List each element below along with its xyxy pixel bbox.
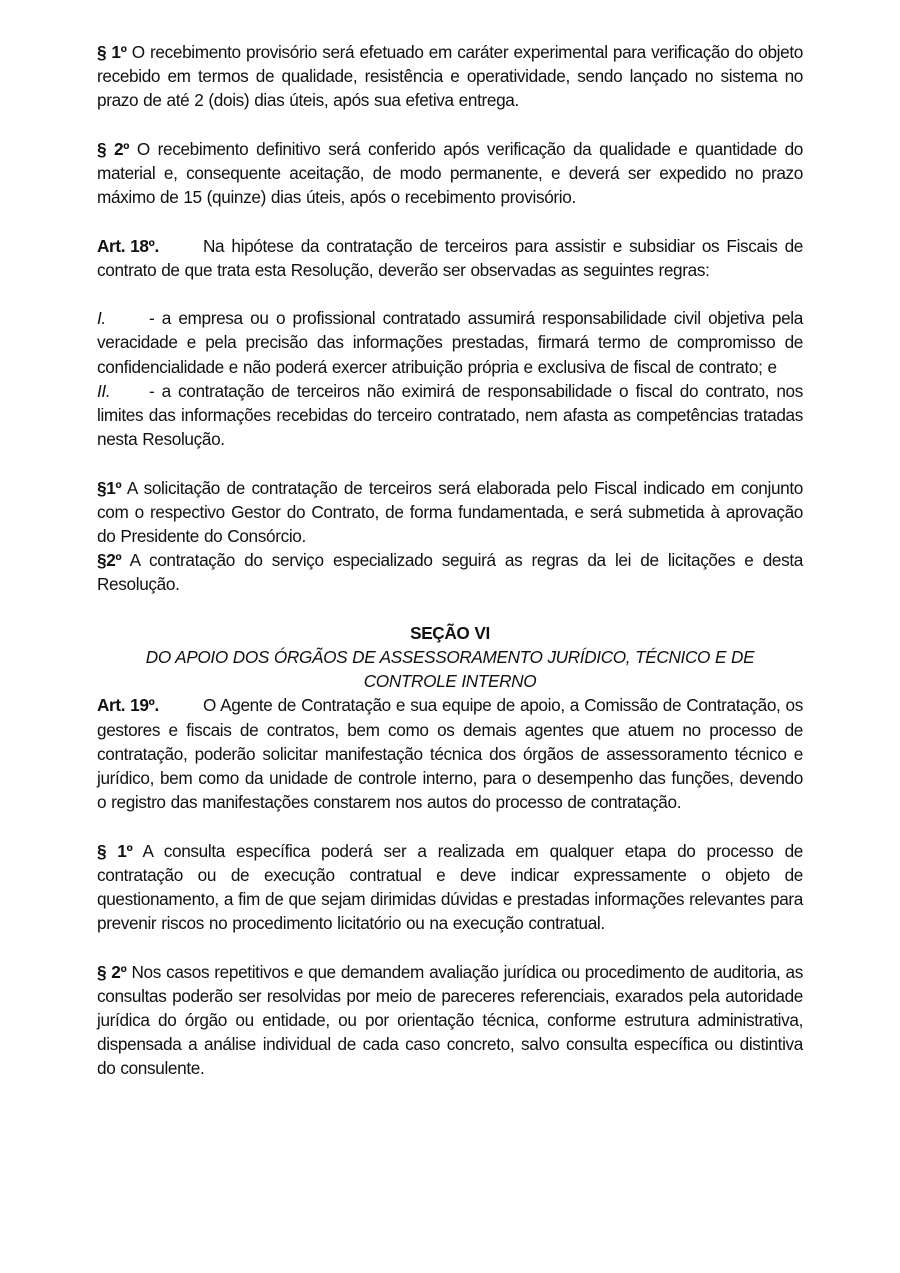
article-18-item-ii: [97, 379, 803, 452]
paragraph-label: § 1º: [97, 42, 127, 62]
spacer: [97, 451, 803, 475]
paragraph-label: §1º: [97, 477, 122, 498]
paragraph-text: O recebimento provisório será efetuado em caráter experimental para verificação do objeto recebido em termos de qualidade, resistência e operatividade, sendo lançado no sistema no prazo de até 2 (dois) dias úteis, após sua efetiva entrega.: [97, 42, 803, 111]
paragraph-text: Nos casos repetitivos e que demandem avaliação jurídica ou procedimento de auditoria, as consultas poderão ser resolvidas por meio de pareceres referenciais, exarados pela autoridade jurídica do órgão ou entidade, ou por orientação técnica, conforme estrutura administrativa, dispensada a análise individual de cada caso concreto, salvo consulta específica ou distintiva do consulente.: [97, 961, 803, 1079]
section-title: SEÇÃO VI: [410, 622, 490, 643]
spacer: [97, 282, 803, 306]
spacer: [97, 113, 803, 137]
paragraph-recebimento-definitivo: [97, 137, 803, 210]
paragraph-label: § 2º: [97, 138, 130, 159]
spacer: [97, 814, 803, 838]
article-18-paragraph-1: [97, 476, 803, 549]
item-text: - a contratação de terceiros não eximirá de responsabilidade o fiscal do contrato, nos limites das informações recebidas do terceiro contratado, nem afasta as competências tratadas nesta Resolução.: [97, 380, 803, 450]
paragraph-label: § 2º: [97, 961, 127, 982]
paragraph-text: A consulta específica poderá ser a realizada em qualquer etapa do processo de contratação ou de execução contratual e deve indicar expressamente o objeto de questionamento, a fim de que sejam dirimidas dúvidas e prestadas informações relevantes para prevenir riscos no procedimento licitatório ou na execução contratual.: [97, 840, 803, 934]
paragraph-text: A solicitação de contratação de terceiros será elaborada pelo Fiscal indicado em conjunto com o respectivo Gestor do Contrato, de forma fundamentada, e será submetida à aprovação do Presidente do Consórcio.: [97, 477, 803, 546]
spacer: [97, 597, 803, 621]
article-number: Art. 18º.: [97, 235, 159, 256]
paragraph-recebimento-provisorio: [97, 40, 803, 113]
article-text: O Agente de Contratação e sua equipe de apoio, a Comissão de Contratação, os gestores e fiscais de contratos, bem como os demais agentes que atuem no processo de contratação, poderão solicitar manifestação técnica dos órgãos de assessoramento técnico e jurídico, bem como da unidade de controle interno, para o desempenho das funções, devendo o registro das manifestações constarem nos autos do processo de contratação.: [97, 695, 803, 813]
paragraph-label: §2º: [97, 550, 122, 571]
article-19-paragraph-1: [97, 839, 803, 936]
section-subtitle: DO APOIO DOS ÓRGÃOS DE ASSESSORAMENTO JURÍDICO, TÉCNICO E DE CONTROLE INTERNO: [145, 647, 755, 692]
spacer: [97, 209, 803, 233]
document-page: [97, 40, 803, 1081]
article-text: Na hipótese da contratação de terceiros para assistir e subsidiar os Fiscais de contrato de que trata esta Resolução, deverão ser observadas as seguintes regras:: [97, 235, 803, 280]
article-18-paragraph-2: [97, 548, 803, 596]
paragraph-label: § 1º: [97, 840, 133, 861]
article-18: [97, 234, 803, 282]
item-number: I.: [97, 308, 106, 329]
item-text: - a empresa ou o profissional contratado assumirá responsabilidade civil objetiva pela veracidade e pela precisão das informações prestadas, firmará termo de compromisso de confidencialidade e não poderá exercer atribuição própria e exclusiva de fiscal de contrato; e: [97, 308, 803, 377]
paragraph-text: O recebimento definitivo será conferido após verificação da qualidade e quantidade do material e, consequente aceitação, de modo permanente, e deverá ser expedido no prazo máximo de 15 (quinze) dias úteis, após o recebimento provisório.: [97, 138, 803, 208]
article-18-item-i: [97, 306, 803, 379]
spacer: [97, 935, 803, 959]
item-number: II.: [97, 380, 111, 401]
article-19: [97, 693, 803, 814]
article-number: Art. 19º.: [97, 695, 159, 716]
article-19-paragraph-2: [97, 960, 803, 1081]
paragraph-text: A contratação do serviço especializado seguirá as regras da lei de licitações e desta Resolução.: [97, 550, 803, 595]
